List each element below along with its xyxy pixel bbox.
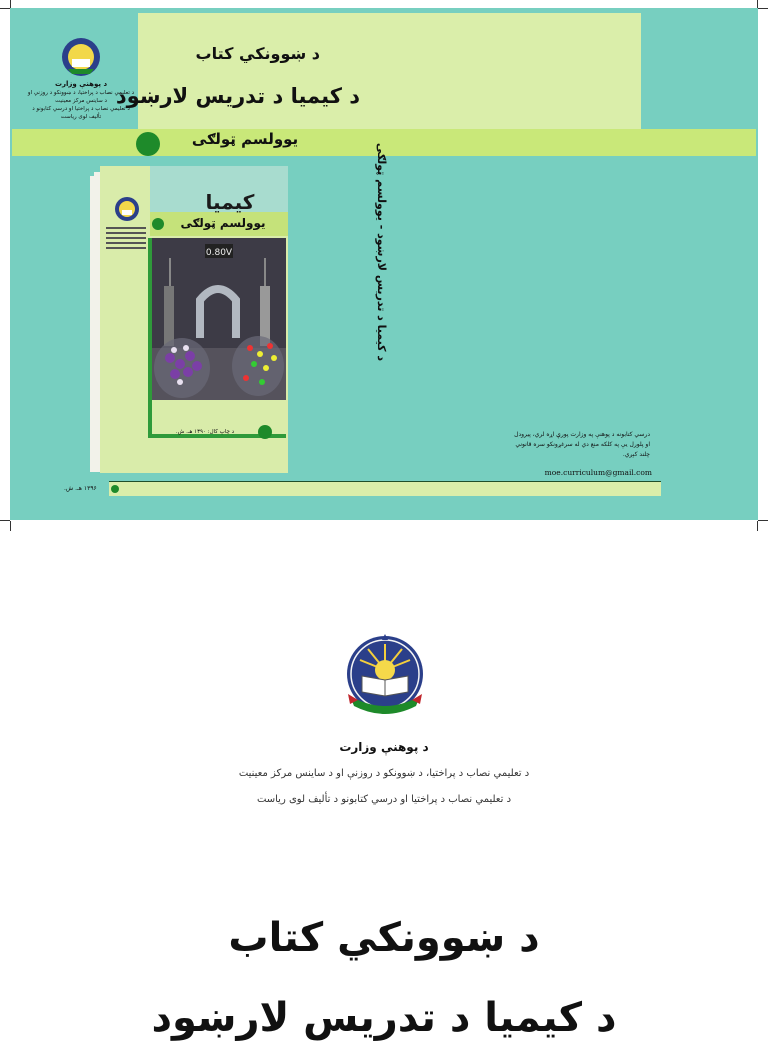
cover-grade-title: یوولسم ټولګی [191,130,299,148]
cover-year: ۱۳۹۶ هـ. ش. [64,485,97,492]
bottom-band [109,482,661,496]
voltmeter-reading: 0.80V [205,248,233,258]
crop-mark [0,520,10,521]
band-dot [136,132,160,156]
cover-ministry-line: د ساینس مرکز معینیت [55,98,107,104]
notice-line: او پلورل یې په کلکه منع دي له سرغړونکو سره قانوني [515,441,650,448]
book-emblem-icon [114,196,140,222]
page-ministry: د پوهنې وزارت [339,740,429,754]
notice-line: درسي کتابونه د پوهنې په وزارت پورې اړه لري، پیرودل [514,431,650,438]
cover-ministry-line: د تعلیمي نصاب د پراختیا او درسي کتابونو د [32,106,130,112]
page-line-1: د تعلیمي نصاب د پراختیا، د ښوونکو د روزنې او د ساینس مرکز معینیت [238,768,530,779]
page-title-2: د کیمیا د تدریس لارښود [151,995,617,1041]
bottom-dot [111,485,119,493]
contact-email: moe.curriculum@gmail.com [544,468,652,477]
cover-ministry: د پوهنې وزارت [54,80,108,88]
book-cover-photo [150,238,286,400]
crop-mark [758,8,768,9]
crop-mark [758,520,768,521]
book-green-stripe [148,238,152,438]
book-footer: د چاپ کال: ۱۳۹۰ هـ. ش. [175,429,235,435]
cover-title-2: د کیمیا د تدریس لارښود [115,84,360,108]
book-title: کیمیا [205,190,255,214]
cover-ministry-lines [14,89,148,121]
book-small-text [104,224,148,264]
notice-line: چلند کېږي. [622,451,650,458]
notice-text [514,430,650,460]
crop-mark [10,0,11,8]
ministry-emblem-icon [60,36,102,78]
title-panel [115,13,641,129]
book-footer-dot [258,425,272,439]
cover-ministry-line: تألیف لوی ریاست [60,114,102,120]
book-grade: یوولسم ټولګی [180,216,266,230]
crop-mark [757,0,758,8]
ministry-emblem-icon [340,632,430,718]
book-band-dot [152,218,164,230]
crop-mark [757,521,758,531]
crop-mark [10,521,11,531]
cover-ministry-line: د تعلیمي نصاب د پراختیا، د ښوونکو د روزنې او [27,90,135,96]
spine-text: د کیمیا د تدریس لارښود - یوولسم ټولګی [375,142,388,361]
cover-title-1: د ښوونکي کتاب [195,44,320,63]
page-line-2: د تعلیمي نصاب د پراختیا او درسي کتابونو د تألیف لوی ریاست [256,794,512,805]
page-title-1: د ښوونکي کتاب [228,915,540,961]
crop-mark [0,8,10,9]
